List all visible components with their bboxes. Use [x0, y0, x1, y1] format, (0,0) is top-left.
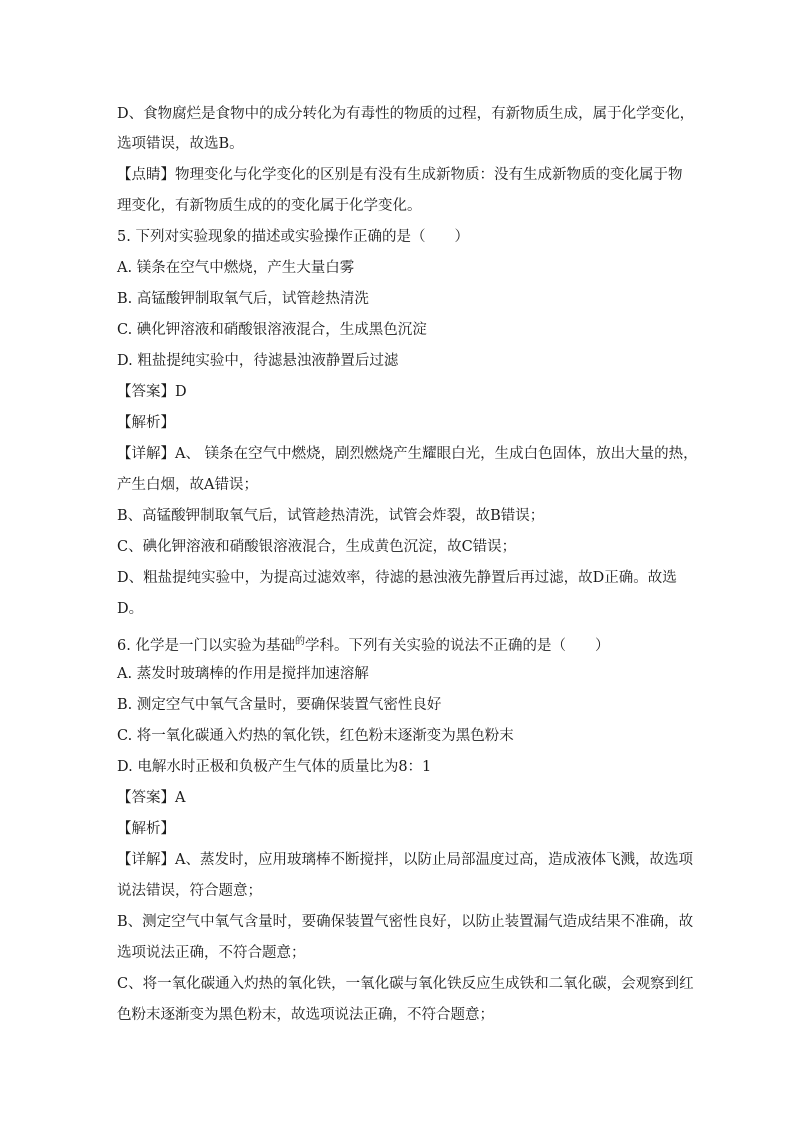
text-line: C、碘化钾溶液和硝酸银溶液混合，生成黄色沉淀，故C错误； [117, 539, 517, 555]
text-line: 产生白烟，故A错误； [117, 477, 258, 493]
question-6-stem-suffix: 学科。下列有关实验的说法不正确的是（ ） [304, 638, 610, 654]
text-line: 色粉末逐渐变为黑色粉末，故选项说法正确，不符合题意； [117, 1007, 494, 1023]
text-line: 理变化，有新物质生成的的变化属于化学变化。 [117, 198, 422, 214]
answer-line: 【答案】A [117, 790, 186, 806]
text-line: D、食物腐烂是食物中的成分转化为有毒性的物质的过程，有新物质生成，属于化学变化， [117, 106, 695, 122]
question-6-stem-sup: 的 [294, 636, 305, 647]
text-line: B、测定空气中氧气含量时，要确保装置气密性良好，以防止装置漏气造成结果不准确，故 [117, 914, 694, 930]
detail-line: 【详解】A、蒸发时，应用玻璃棒不断搅拌，以防止局部温度过高，造成液体飞溅，故选项 [117, 852, 693, 868]
question-6-option-b: B. 测定空气中氧气含量时，要确保装置气密性良好 [117, 697, 442, 713]
text-line: C、将一氧化碳通入灼热的氧化铁，一氧化碳与氧化铁反应生成铁和二氧化碳，会观察到红 [117, 976, 694, 992]
text-line: B、高锰酸钾制取氧气后，试管趁热清洗，试管会炸裂，故B错误； [117, 508, 545, 524]
point-note-line: 【点睛】物理变化与化学变化的区别是有没有生成新物质：没有生成新物质的变化属于物 [117, 167, 683, 183]
question-6-option-a: A. 蒸发时玻璃棒的作用是搅拌加速溶解 [117, 666, 369, 682]
question-5-option-a: A. 镁条在空气中燃烧，产生大量白雾 [117, 260, 355, 276]
analysis-heading: 【解析】 [117, 821, 175, 837]
detail-line: 【详解】A、 镁条在空气中燃烧，剧烈燃烧产生耀眼白光，生成白色固体，放出大量的热， [117, 446, 698, 462]
question-6-stem [117, 632, 677, 656]
question-5-option-d: D. 粗盐提纯实验中，待滤悬浊液静置后过滤 [117, 353, 399, 369]
text-line: 选项错误，故选B。 [117, 136, 244, 152]
question-5-option-c: C. 碘化钾溶液和硝酸银溶液混合，生成黑色沉淀 [117, 322, 427, 338]
question-6-option-d: D. 电解水时正极和负极产生气体的质量比为8：1 [117, 759, 432, 775]
question-6-stem-prefix: 6. 化学是一门以实验为基础 [117, 638, 295, 654]
analysis-heading: 【解析】 [117, 415, 175, 431]
text-line: D、粗盐提纯实验中，为提高过滤效率，待滤的悬浊液先静置后再过滤，故D正确。故选 [117, 570, 677, 586]
answer-line: 【答案】D [117, 384, 187, 400]
text-line: D。 [117, 601, 144, 617]
question-5-stem: 5. 下列对实验现象的描述或实验操作正确的是（ ） [117, 229, 469, 245]
question-6-option-c: C. 将一氧化碳通入灼热的氧化铁，红色粉末逐渐变为黑色粉末 [117, 728, 514, 744]
text-line: 说法错误，符合题意； [117, 883, 262, 899]
question-5-option-b: B. 高锰酸钾制取氧气后，试管趁热清洗 [117, 291, 369, 307]
text-line: 选项说法正确，不符合题意； [117, 945, 306, 961]
